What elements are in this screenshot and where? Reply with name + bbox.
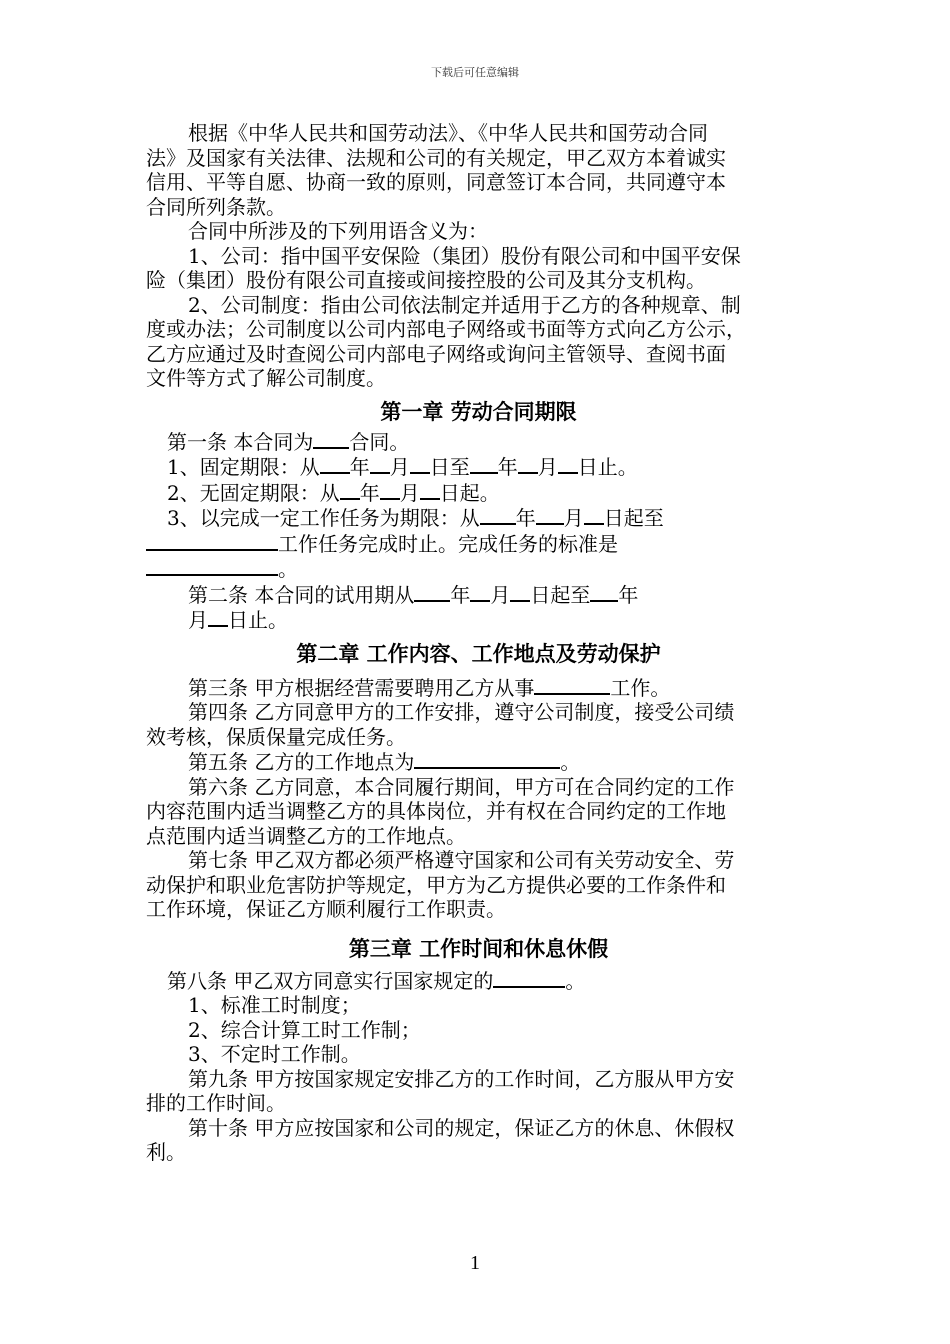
article-4: 第四条 乙方同意甲方的工作安排，遵守公司制度，接受公司绩: [188, 700, 735, 724]
option-item: 1、标准工时制度；: [188, 993, 361, 1017]
article-7: 工作环境，保证乙方顺利履行工作职责。: [146, 897, 506, 921]
intro-line: 信用、平等自愿、协商一致的原则，同意签订本合同，共同遵守本: [146, 170, 726, 194]
intro-line: 法》及国家有关法律、法规和公司的有关规定，甲乙双方本着诚实: [146, 145, 726, 170]
article-2: 第二条 本合同的试用期从 年 月 日起至 年: [188, 582, 639, 607]
blank-line: [370, 454, 390, 474]
blank-line: [380, 480, 400, 500]
article-10: 利。: [146, 1140, 186, 1164]
download-note: 下载后可任意编辑: [431, 66, 519, 79]
article-10: 第十条 甲方应按国家和公司的规定，保证乙方的休息、休假权: [188, 1115, 735, 1140]
blank-line: [470, 582, 490, 602]
blank-line: [590, 582, 618, 602]
item-fixed-term: 1、固定期限：从 年 月 日至 年 月 日止。: [167, 455, 638, 479]
blank-line: [493, 968, 565, 988]
intro-line: 合同所列条款。: [146, 194, 286, 219]
term-policy: 度或办法；公司制度以公司内部电子网络或书面等方式向乙方公示，: [146, 317, 746, 341]
chapter-title: 第一章 劳动合同期限: [380, 399, 577, 424]
option-item: 3、不定时工作制。: [188, 1042, 361, 1066]
item-task-term: 工作任务完成时止。完成任务的标准是: [146, 531, 811, 557]
option-item: 2、综合计算工时工作制；: [188, 1017, 421, 1042]
article-2: 月 日止。: [188, 608, 288, 632]
article-7: 第七条 甲乙双方都必须严格遵守国家和公司有关劳动安全、劳: [188, 848, 735, 872]
blank-line: [536, 505, 564, 525]
chapter-title: 第二章 工作内容、工作地点及劳动保护: [296, 641, 661, 666]
article-4: 效考核，保质保量完成任务。: [146, 724, 406, 749]
blank-line: [414, 582, 450, 602]
term-policy: 2、公司制度：指由公司依法制定并适用于乙方的各种规章、制: [188, 292, 741, 317]
article-8: 第八条 甲乙双方同意实行国家规定的 。: [167, 968, 586, 993]
intro-line: 根据《中华人民共和国劳动法》、《中华人民共和国劳动合同: [188, 121, 708, 145]
blank-line: [410, 454, 430, 474]
item-open-term: 2、无固定期限：从 年 月 日起。: [167, 480, 500, 505]
article-9: 第九条 甲方按国家规定安排乙方的工作时间，乙方服从甲方安: [188, 1066, 735, 1091]
blank-line: [146, 556, 278, 576]
term-company: 险（集团）股份有限公司直接或间接控股的公司及其分支机构。: [146, 268, 706, 292]
article-7: 动保护和职业危害防护等规定，甲方为乙方提供必要的工作条件和: [146, 872, 726, 897]
terms-intro: 合同中所涉及的下列用语含义为：: [188, 219, 488, 243]
term-company: 1、公司：指中国平安保险（集团）股份有限公司和中国平安保: [188, 243, 741, 268]
page-number: 1: [470, 1252, 480, 1274]
article-3: 第三条 甲方根据经营需要聘用乙方从事 工作。: [188, 675, 671, 700]
blank-line: [208, 607, 228, 627]
item-task-term: 3、以完成一定工作任务为期限：从 年 月 日起至: [167, 506, 664, 530]
blank-line: [558, 454, 578, 474]
blank-line: [146, 531, 278, 551]
blank-line: [320, 454, 350, 474]
blank-line: [510, 582, 530, 602]
term-policy: 文件等方式了解公司制度。: [146, 366, 386, 390]
article-9: 排的工作时间。: [146, 1091, 286, 1115]
blank-line: [534, 675, 610, 695]
blank-line: [480, 505, 516, 525]
term-policy: 乙方应通过及时查阅公司内部电子网络或询问主管领导、查阅书面: [146, 341, 726, 366]
article-5: 第五条 乙方的工作地点为 。: [188, 750, 581, 774]
article-6: 点范围内适当调整乙方的工作地点。: [146, 823, 466, 848]
blank-line: [470, 454, 498, 474]
blank-line: [518, 454, 538, 474]
article-6: 内容范围内适当调整乙方的具体岗位，并有权在合同约定的工作地: [146, 799, 726, 823]
blank-line: [313, 429, 349, 449]
article-6: 第六条 乙方同意，本合同履行期间，甲方可在合同约定的工作: [188, 774, 735, 799]
chapter-title: 第三章 工作时间和休息休假: [348, 936, 609, 961]
contract-body: [146, 121, 811, 1165]
item-task-term: 。: [146, 556, 811, 582]
blank-line: [584, 505, 604, 525]
blank-line: [340, 480, 360, 500]
article-1: 第一条 本合同为 合同。: [167, 429, 410, 454]
blank-line: [414, 749, 560, 769]
blank-line: [420, 480, 440, 500]
